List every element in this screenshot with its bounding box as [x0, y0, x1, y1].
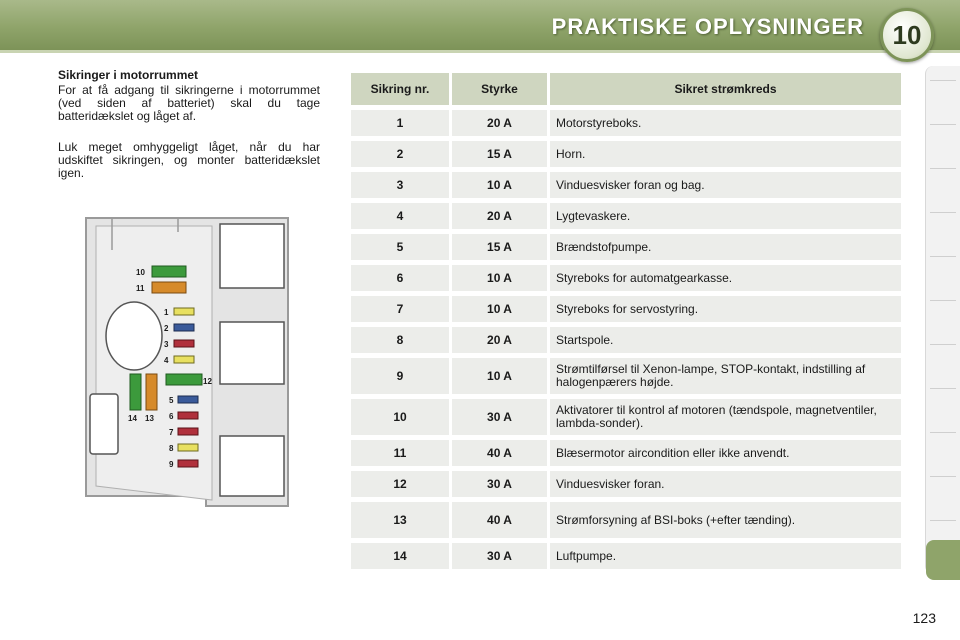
fuse-number: 9 — [351, 358, 449, 394]
fuse-label: 4 — [164, 356, 169, 365]
tab-divider — [930, 300, 956, 301]
fuse-label: 14 — [128, 414, 137, 423]
fuse-table — [348, 68, 904, 574]
fuse-circuit: Aktivatorer til kontrol af motoren (tændspole, magnetventiler, lambda-sonder). — [550, 399, 901, 435]
relay-socket — [220, 224, 284, 288]
fuse-label: 7 — [169, 428, 174, 437]
fuse-2 — [174, 324, 194, 331]
fuse-rating: 20 A — [452, 203, 547, 229]
fuse-number: 10 — [351, 399, 449, 435]
chapter-badge: 10 — [880, 8, 934, 62]
fuse-label: 5 — [169, 396, 174, 405]
table-row — [351, 172, 901, 198]
round-socket — [106, 302, 162, 370]
fuse-circuit: Strømtilførsel til Xenon-lampe, STOP-kontakt, indstilling af halogenpærers højde. — [550, 358, 901, 394]
fuse-circuit: Styreboks for servostyring. — [550, 296, 901, 322]
fuse-rating: 30 A — [452, 543, 547, 569]
fuse-14 — [130, 374, 141, 410]
fuse-label: 6 — [169, 412, 174, 421]
fuse-rating: 15 A — [452, 234, 547, 260]
fuse-label: 13 — [145, 414, 154, 423]
fuse-label: 1 — [164, 308, 169, 317]
fuse-number: 13 — [351, 502, 449, 538]
fuse-rating: 30 A — [452, 399, 547, 435]
fuse-4 — [174, 356, 194, 363]
table-row — [351, 440, 901, 466]
fuse-number: 1 — [351, 110, 449, 136]
page-header — [0, 0, 960, 53]
tab-divider — [930, 432, 956, 433]
tab-divider — [930, 212, 956, 213]
fuse-rating: 10 A — [452, 265, 547, 291]
fuse-rating: 15 A — [452, 141, 547, 167]
fuse-9 — [178, 460, 198, 467]
fuse-circuit: Vinduesvisker foran. — [550, 471, 901, 497]
table-row — [351, 543, 901, 569]
tab-divider — [930, 124, 956, 125]
fuse-6 — [178, 412, 198, 419]
column-header-circuit: Sikret strømkreds — [550, 73, 901, 105]
table-row — [351, 327, 901, 353]
fuse-12 — [166, 374, 202, 385]
fuse-circuit: Startspole. — [550, 327, 901, 353]
side-slot — [90, 394, 118, 454]
table-row — [351, 234, 901, 260]
fuse-rating: 40 A — [452, 440, 547, 466]
fuse-13 — [146, 374, 157, 410]
table-row — [351, 471, 901, 497]
table-row — [351, 110, 901, 136]
table-row — [351, 141, 901, 167]
fuse-number: 3 — [351, 172, 449, 198]
fuse-number: 4 — [351, 203, 449, 229]
fuse-number: 11 — [351, 440, 449, 466]
tab-divider — [930, 168, 956, 169]
fuse-number: 14 — [351, 543, 449, 569]
table-row — [351, 502, 901, 538]
fuse-label: 2 — [164, 324, 169, 333]
fuse-rating: 10 A — [452, 358, 547, 394]
fuse-number: 6 — [351, 265, 449, 291]
fuse-label: 11 — [136, 284, 145, 293]
tab-divider — [930, 388, 956, 389]
fuse-rating: 40 A — [452, 502, 547, 538]
fuse-label: 3 — [164, 340, 169, 349]
tab-divider — [930, 476, 956, 477]
fuse-label: 12 — [203, 377, 212, 386]
page-title: PRAKTISKE OPLYSNINGER — [551, 14, 864, 39]
fuse-circuit: Brændstofpumpe. — [550, 234, 901, 260]
tab-divider — [930, 344, 956, 345]
fuse-rating: 30 A — [452, 471, 547, 497]
column-header-fuse-number: Sikring nr. — [351, 73, 449, 105]
section-heading: Sikringer i motorrummet — [58, 68, 199, 82]
fuse-number: 12 — [351, 471, 449, 497]
fuse-5 — [178, 396, 198, 403]
fuse-label: 9 — [169, 460, 174, 469]
tab-divider — [930, 256, 956, 257]
intro-paragraph: For at få adgang til sikringerne i motorrummet (ved siden af batteriet) skal du tage batteridækslet og låget af. — [58, 83, 320, 123]
fuse-circuit: Vinduesvisker foran og bag. — [550, 172, 901, 198]
fuse-7 — [178, 428, 198, 435]
fuse-rating: 20 A — [452, 327, 547, 353]
fuse-label: 10 — [136, 268, 145, 277]
fuse-circuit: Styreboks for automatgearkasse. — [550, 265, 901, 291]
relay-socket — [220, 436, 284, 496]
table-header-row — [351, 73, 901, 105]
column-header-rating: Styrke — [452, 73, 547, 105]
fuse-box-diagram — [82, 210, 292, 510]
table-row — [351, 399, 901, 435]
fuse-10 — [152, 266, 186, 277]
fuse-number: 7 — [351, 296, 449, 322]
chapter-tabs — [925, 66, 960, 574]
fuse-circuit: Motorstyreboks. — [550, 110, 901, 136]
fuse-number: 8 — [351, 327, 449, 353]
fuse-3 — [174, 340, 194, 347]
fuse-1 — [174, 308, 194, 315]
fuse-number: 5 — [351, 234, 449, 260]
fuse-number: 2 — [351, 141, 449, 167]
tab-divider — [930, 80, 956, 81]
intro-paragraph: Luk meget omhyggeligt låget, når du har udskiftet sikringen, og monter batteridækslet igen. — [58, 140, 320, 180]
relay-socket — [220, 322, 284, 384]
table-row — [351, 203, 901, 229]
fuse-label: 8 — [169, 444, 174, 453]
fuse-circuit: Blæsermotor aircondition eller ikke anvendt. — [550, 440, 901, 466]
fuse-rating: 10 A — [452, 172, 547, 198]
fuse-circuit: Strømforsyning af BSI-boks (+efter tænding). — [550, 502, 901, 538]
fuse-circuit: Horn. — [550, 141, 901, 167]
tab-divider — [930, 520, 956, 521]
table-row — [351, 358, 901, 394]
fuse-rating: 20 A — [452, 110, 547, 136]
fuse-11 — [152, 282, 186, 293]
fuse-8 — [178, 444, 198, 451]
chapter-tab-active[interactable] — [926, 540, 960, 580]
fuse-circuit: Luftpumpe. — [550, 543, 901, 569]
fuse-circuit: Lygtevaskere. — [550, 203, 901, 229]
fuse-rating: 10 A — [452, 296, 547, 322]
table-row — [351, 296, 901, 322]
page-number: 123 — [912, 610, 936, 626]
table-row — [351, 265, 901, 291]
